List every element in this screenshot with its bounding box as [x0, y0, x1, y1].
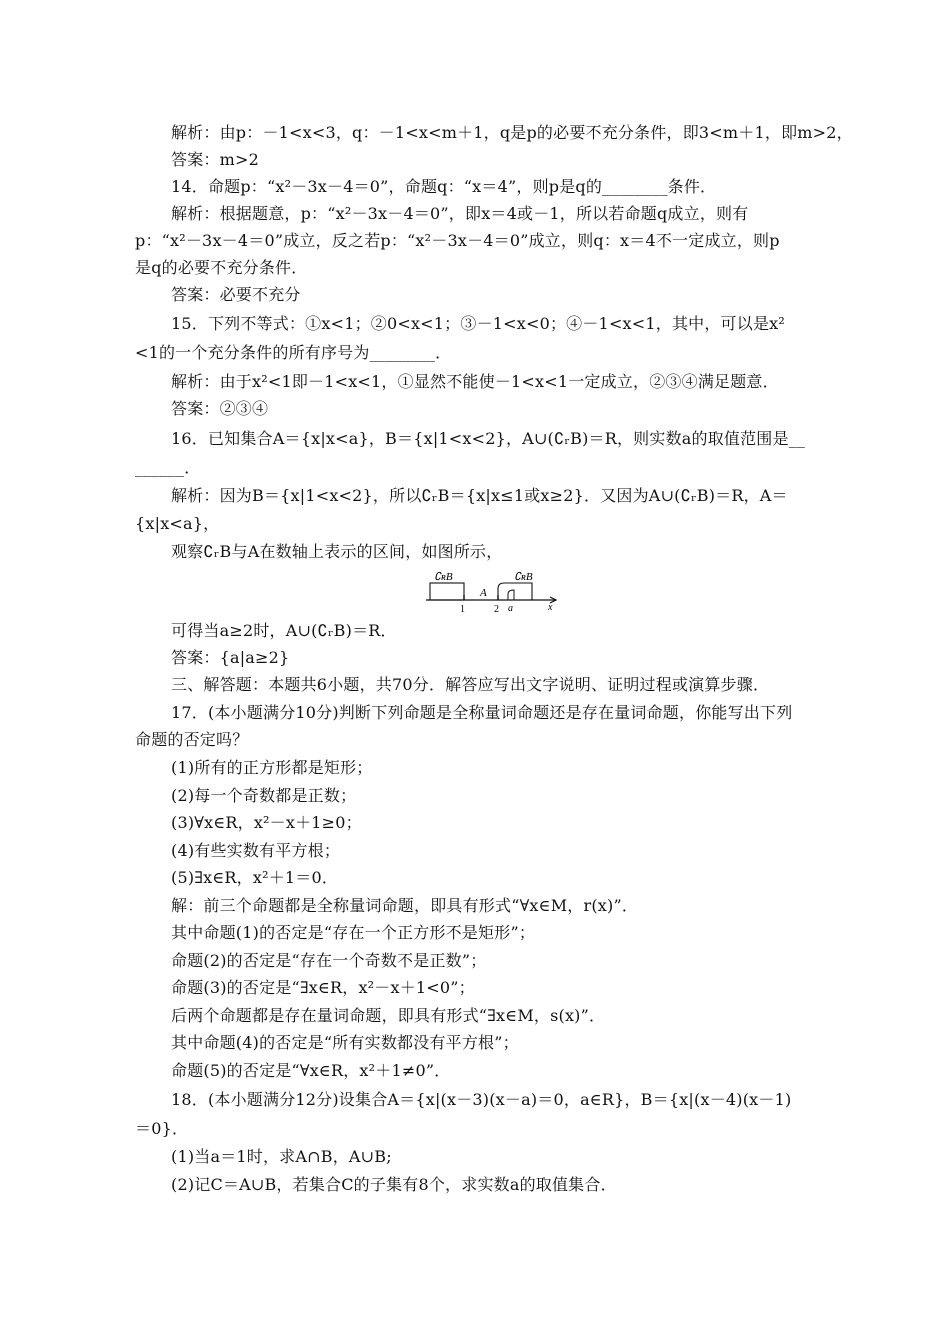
text-line: 观察∁ᵣB与A在数轴上表示的区间，如图所示，: [171, 542, 503, 561]
set-a-region: [508, 590, 514, 600]
text-line: 答案：{a|a≥2}: [171, 648, 290, 667]
text-line: 16．已知集合A＝{x|x<a}，B＝{x|1<x<2}，A∪(∁ᵣB)＝R，则实数a的取值范围是__: [171, 429, 806, 448]
text-line: 18．(本小题满分12分)设集合A＝{x|(x－3)(x－a)＝0，a∈R}，B＝{x|(x－4)(x－1): [171, 1090, 792, 1109]
text-line: 15．下列不等式：①x<1；②0<x<1；③－1<x<0；④－1<x<1，其中，可以是x²: [171, 314, 785, 333]
text-line: 答案：m>2: [171, 150, 259, 169]
complement-left-region: [430, 583, 464, 600]
text-line: 解析：因为B＝{x|1<x<2}，所以∁ᵣB＝{x|x≤1或x≥2}．又因为A∪(∁ᵣB)＝R，A＝: [171, 486, 788, 505]
text-line: (4)有些实数有平方根；: [171, 841, 341, 860]
text-line: 命题(5)的否定是“∀x∈R，x²＋1≠0”．: [171, 1061, 451, 1080]
tick-label-a: a: [508, 603, 513, 613]
text-line: 其中命题(4)的否定是“所有实数都没有平方根”；: [171, 1033, 519, 1052]
text-line: 后两个命题都是存在量词命题，即具有形式“∃x∈M，s(x)”．: [171, 1006, 606, 1025]
text-line: 命题(2)的否定是“存在一个奇数不是正数”；: [171, 951, 487, 970]
text-line: (5)∃x∈R，x²＋1＝0．: [171, 868, 339, 887]
text-line: <1的一个充分条件的所有序号为________．: [135, 343, 452, 362]
text-line: 命题(3)的否定是“∃x∈R，x²－x＋1<0”；: [171, 978, 475, 997]
number-line-figure: [424, 563, 560, 613]
text-line: 解：前三个命题都是全称量词命题，即具有形式“∀x∈M，r(x)”．: [171, 896, 639, 915]
text-line: (2)每一个奇数都是正数；: [171, 786, 357, 805]
text-line: 解析：由p：－1<x<3，q：－1<x<m＋1，q是p的必要不充分条件，即3<m＋1，即m>2，: [171, 123, 853, 142]
complement-right-region: [498, 583, 532, 600]
text-line: 答案：必要不充分: [171, 285, 301, 304]
section-heading: 三、解答题：本题共6小题，共70分．解答应写出文字说明、证明过程或演算步骤．: [171, 675, 770, 694]
text-line: 解析：根据题意，p：“x²－3x－4＝0”，即x＝4或－1，所以若命题q成立，则有: [171, 204, 749, 223]
tick-label-2: 2: [494, 604, 499, 613]
text-line: 可得当a≥2时，A∪(∁ᵣB)＝R．: [171, 621, 397, 640]
text-line: (2)记C＝A∪B，若集合C的子集有8个，求实数a的取值集合．: [171, 1175, 617, 1194]
set-a-label: A: [480, 587, 487, 599]
text-line: 14．命题p：“x²－3x－4＝0”，命题q：“x＝4”，则p是q的________条件．: [171, 177, 717, 196]
text-line: (1)所有的正方形都是矩形；: [171, 758, 373, 777]
text-line: 其中命题(1)的否定是“存在一个正方形不是矩形”；: [171, 923, 536, 942]
text-line: {x|x<a}，: [135, 514, 220, 533]
text-line: (1)当a＝1时，求A∩B，A∪B;: [171, 1147, 392, 1166]
text-line: 是q的必要不充分条件．: [135, 258, 308, 277]
text-line: p：“x²－3x－4＝0”成立，反之若p：“x²－3x－4＝0”成立，则q：x＝4不一定成立，则p: [135, 231, 780, 250]
axis-label-x: x: [548, 602, 553, 613]
text-line: ______．: [135, 458, 201, 477]
tick-label-1: 1: [460, 604, 465, 613]
text-line: 解析：由于x²<1即－1<x<1，①显然不能使－1<x<1一定成立，②③④满足题意．: [171, 372, 779, 391]
text-line: 17．(本小题满分10分)判断下列命题是全称量词命题还是存在量词命题，你能写出下列: [171, 703, 793, 722]
complement-label-left: ∁ʀB: [434, 571, 453, 583]
text-line: ＝0}．: [135, 1119, 189, 1138]
complement-label-right: ∁ʀB: [514, 571, 533, 583]
text-line: (3)∀x∈R，x²－x＋1≥0；: [171, 813, 362, 832]
text-line: 命题的否定吗？: [135, 730, 249, 749]
text-line: 答案：②③④: [171, 399, 269, 418]
